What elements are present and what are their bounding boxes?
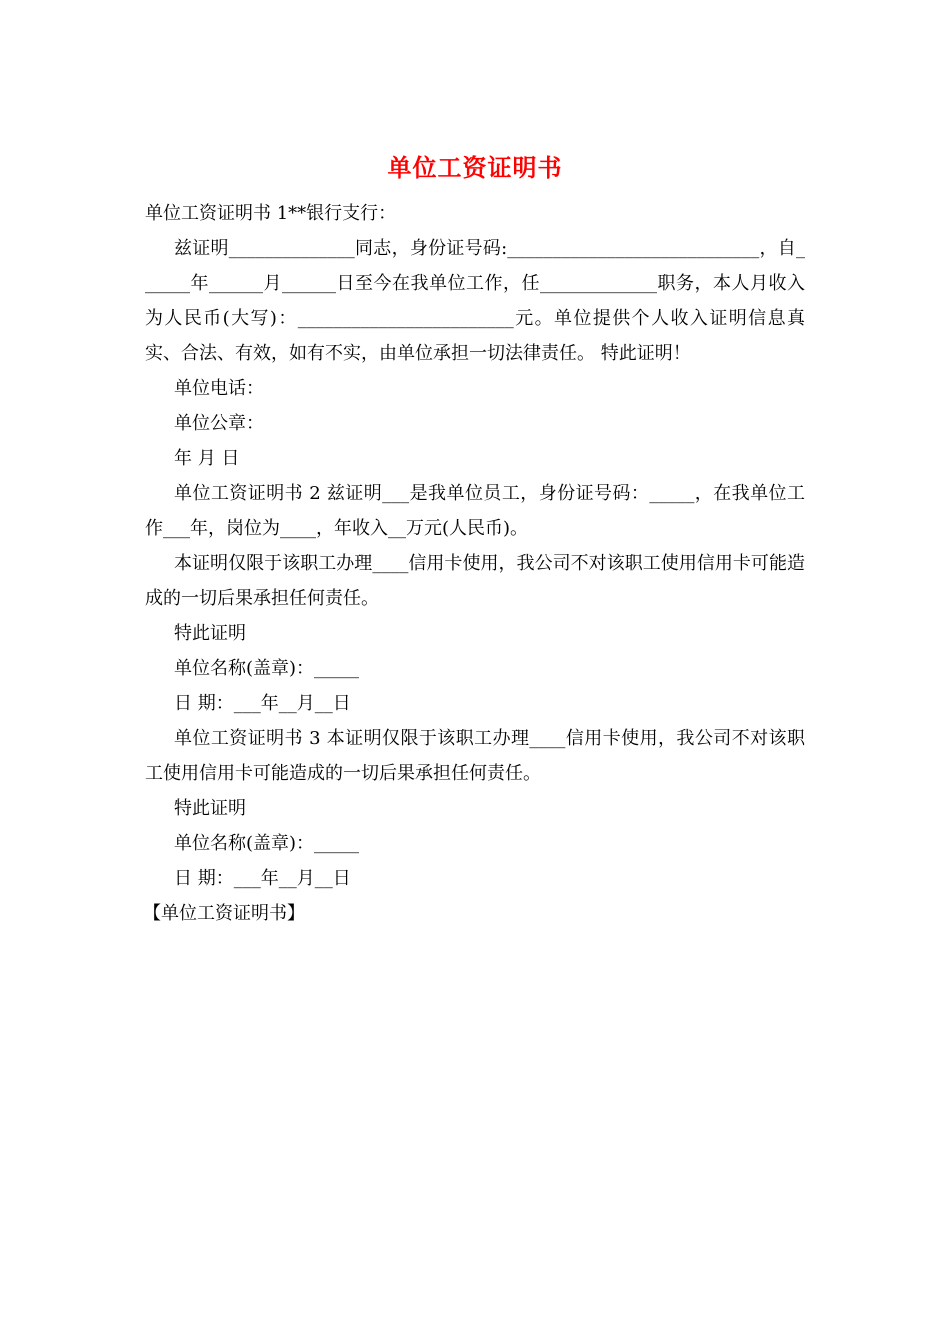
paragraph-hereby-certify-2: 特此证明 bbox=[174, 623, 246, 644]
paragraph-footer-tag: 【单位工资证明书】 bbox=[143, 903, 305, 924]
paragraph-salutation: 单位工资证明书 1**银行支行： bbox=[145, 203, 397, 224]
paragraph-unit-name-2: 单位名称(盖章)：_____ bbox=[174, 658, 360, 679]
document-title: 单位工资证明书 bbox=[387, 153, 563, 182]
paragraph-certificate-2-restriction: 本证明仅限于该职工办理____信用卡使用，我公司不对该职工使用信用卡可能造成的一切后果承担任何责任。 bbox=[145, 553, 805, 609]
paragraph-certificate-1-body: 兹证明______________同志，身份证号码:____________________________，自______年______月______日至今在我单位工作，任_____________职务，本人月收入为人民币(大写)：________________________元。单位提供个人收入证明信息真实、合法、有效，如有不实，由单位承担一切法律责任。 特此证明！ bbox=[145, 238, 805, 364]
paragraph-unit-name-3: 单位名称(盖章)：_____ bbox=[174, 833, 360, 854]
paragraph-hereby-certify-3: 特此证明 bbox=[174, 798, 246, 819]
paragraph-certificate-2-body: 单位工资证明书 2 兹证明___是我单位员工，身份证号码：_____，在我单位工作___年，岗位为____，年收入__万元(人民币)。 bbox=[145, 483, 805, 539]
paragraph-unit-phone: 单位电话： bbox=[174, 378, 264, 399]
paragraph-date-1: 年 月 日 bbox=[174, 448, 240, 469]
paragraph-date-3: 日 期：___年__月__日 bbox=[174, 868, 351, 889]
paragraph-certificate-3-body: 单位工资证明书 3 本证明仅限于该职工办理____信用卡使用，我公司不对该职工使用信用卡可能造成的一切后果承担任何责任。 bbox=[145, 728, 805, 784]
paragraph-unit-seal: 单位公章： bbox=[174, 413, 264, 434]
document-body bbox=[145, 196, 805, 931]
paragraph-date-2: 日 期：___年__月__日 bbox=[174, 693, 351, 714]
